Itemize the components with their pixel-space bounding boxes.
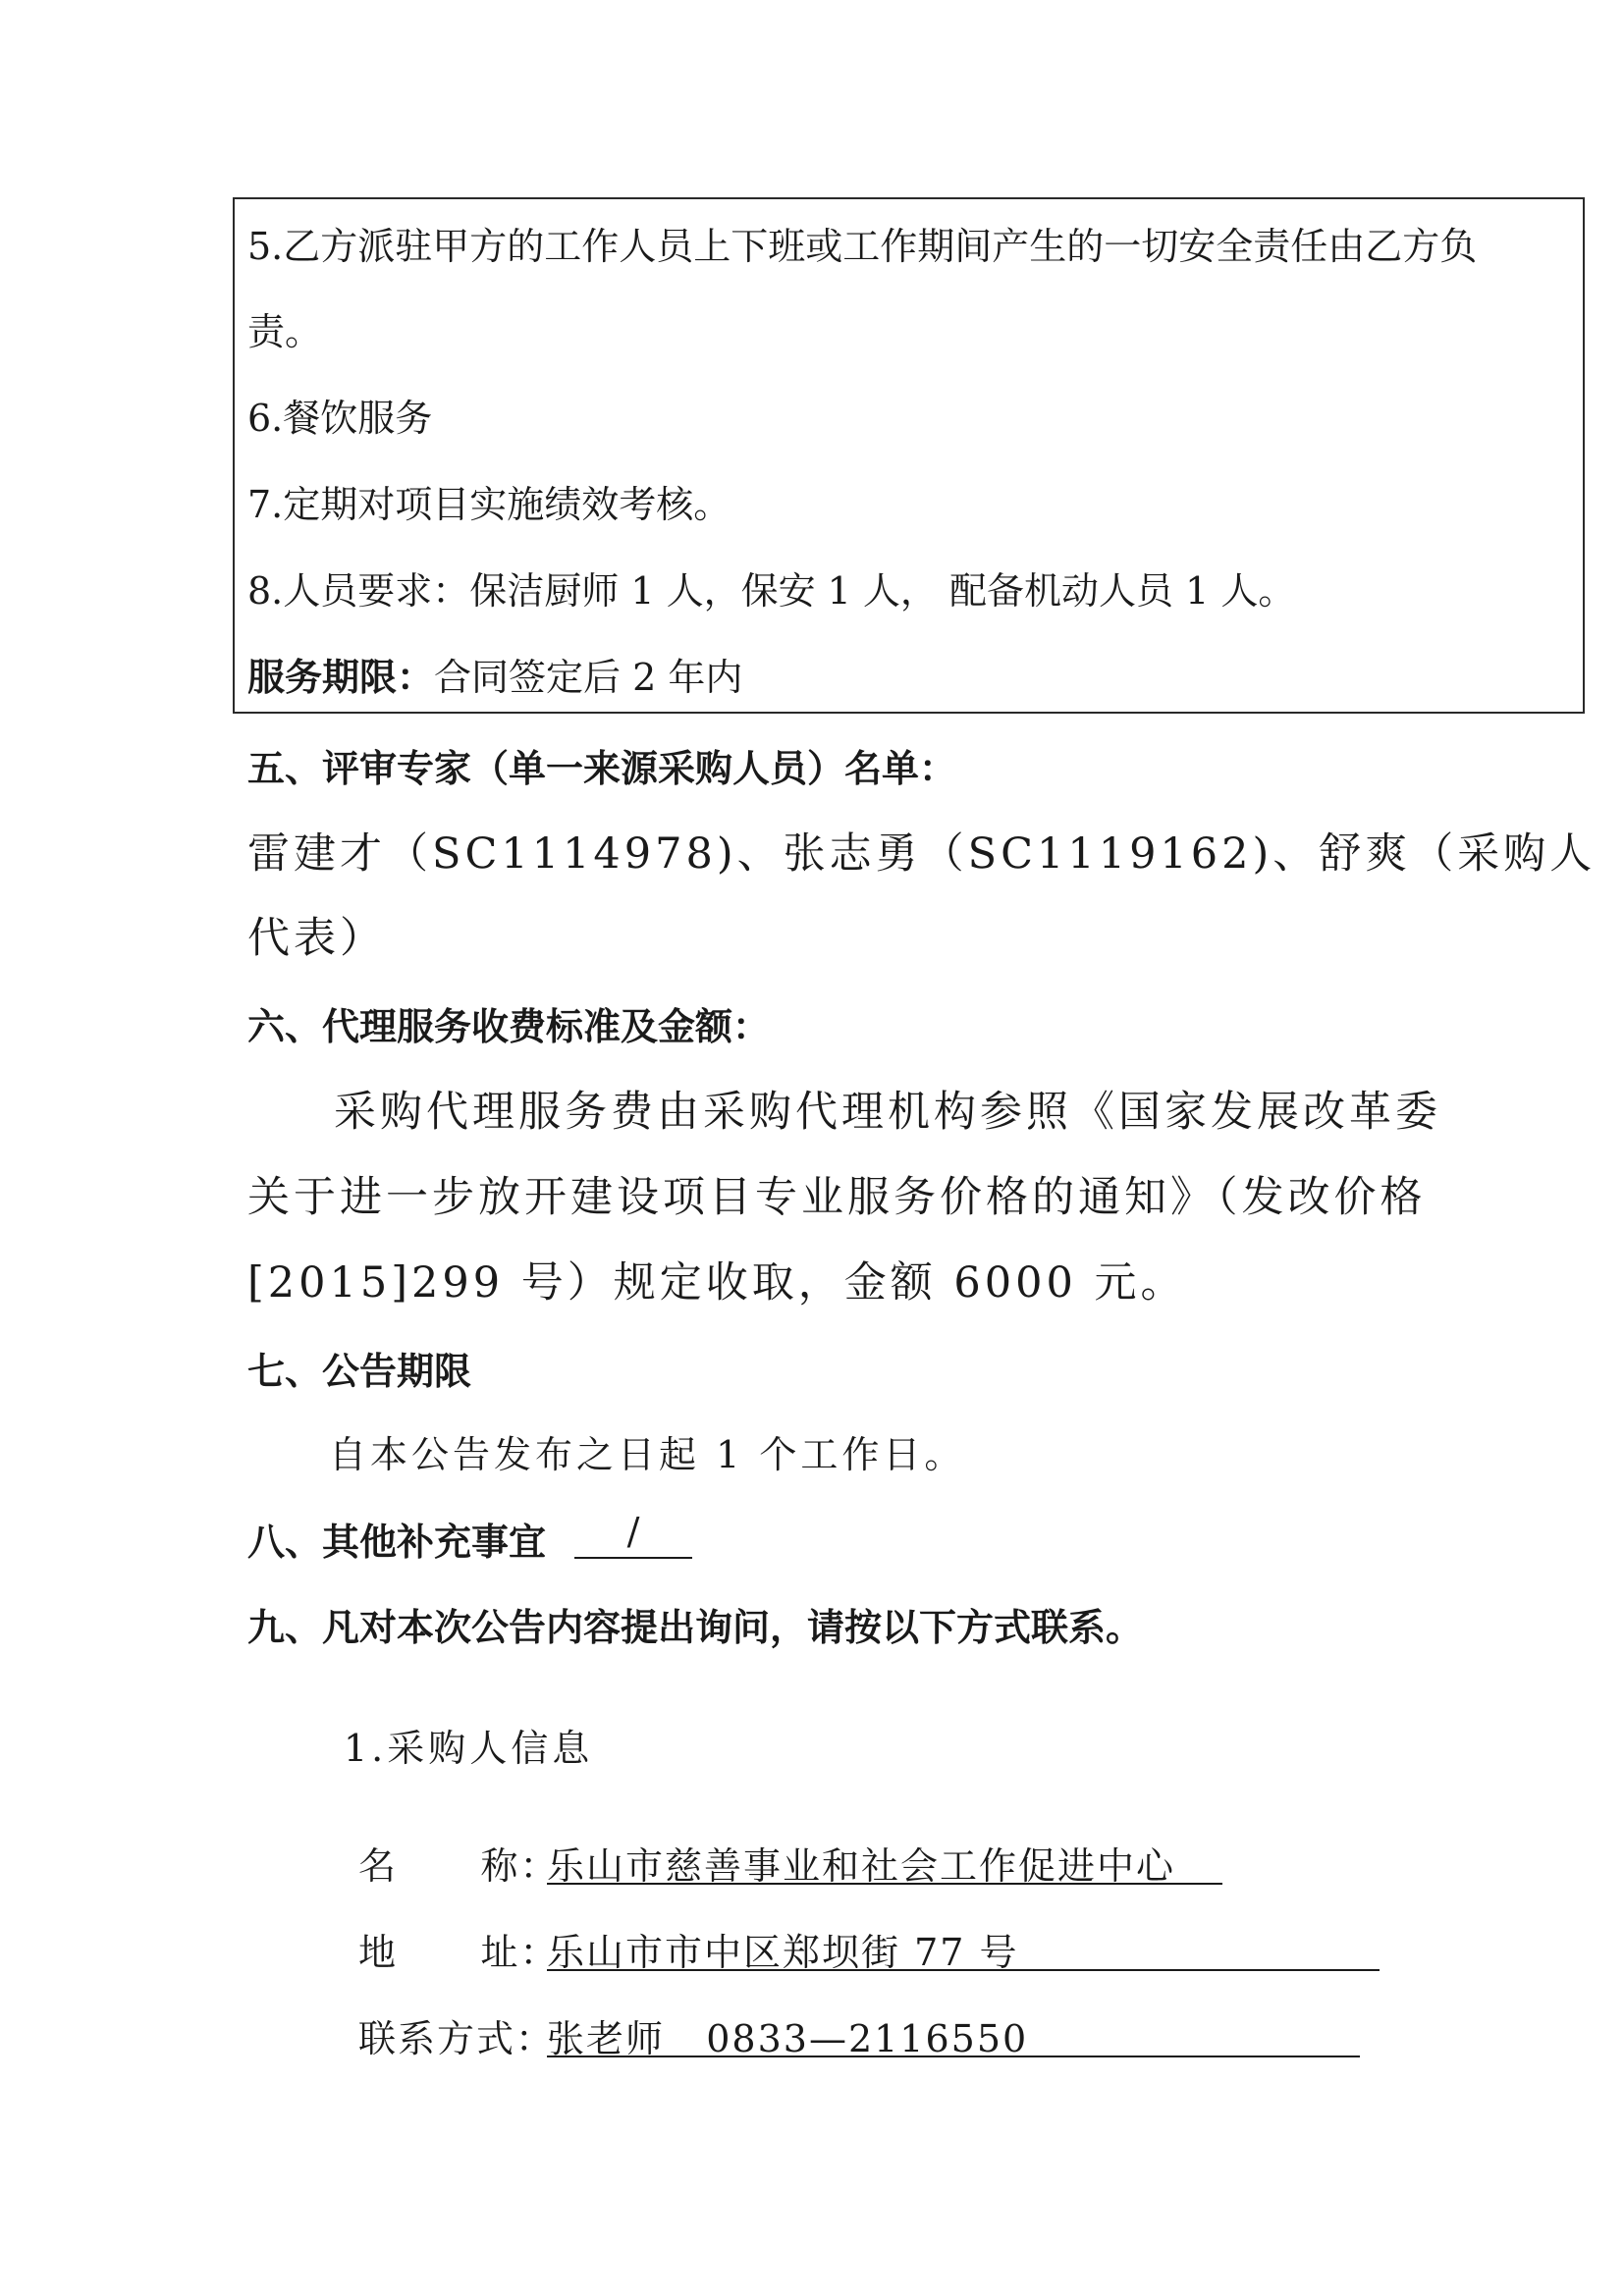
section-7-heading: 七、公告期限: [247, 1350, 472, 1393]
purchaser-address-underline: [547, 1969, 1380, 1971]
purchaser-name-label: 名 称：: [358, 1844, 560, 1888]
fee-paragraph-line-3: [2015]299 号）规定收取，金额 6000 元。: [247, 1258, 1187, 1308]
service-term-value: 合同签定后 2 年内: [434, 656, 743, 699]
expert-list-line-2: 代表）: [247, 914, 386, 963]
purchaser-contact-label: 联系方式：: [358, 2017, 556, 2060]
fee-paragraph-line-1: 采购代理服务费由采购代理机构参照《国家发展改革委: [334, 1088, 1441, 1137]
fee-paragraph-line-2: 关于进一步放开建设项目专业服务价格的通知》（发改价格: [247, 1173, 1427, 1222]
expert-list-line-1: 雷建才（SC1114978)、张志勇（SC1119162)、舒爽（采购人: [247, 829, 1597, 879]
section-8-heading: 八、其他补充事宜: [247, 1521, 547, 1564]
section-5-heading: 五、评审专家（单一来源采购人员）名单：: [247, 747, 957, 790]
service-term: [247, 647, 742, 701]
purchaser-address-value: 乐山市市中区郑坝街 77 号: [547, 1931, 1019, 1974]
purchaser-name-value: 乐山市慈善事业和社会工作促进中心: [547, 1844, 1176, 1888]
purchaser-address-label: 地 址：: [358, 1931, 560, 1974]
requirement-item-7: 7.定期对项目实施绩效考核。: [247, 483, 731, 526]
requirement-item-8: 8.人员要求：保洁厨师 1 人，保安 1 人， 配备机动人员 1 人。: [247, 569, 1296, 613]
section-6-heading: 六、代理服务收费标准及金额：: [247, 1005, 771, 1048]
purchaser-contact-value: 张老师 0833—2116550: [547, 2017, 1029, 2060]
requirement-item-5-continued: 责。: [247, 310, 323, 353]
purchaser-info-subheading: 1.采购人信息: [344, 1727, 594, 1770]
section-9-heading: 九、凡对本次公告内容提出询问，请按以下方式联系。: [247, 1606, 1144, 1649]
requirements-box: [233, 197, 1585, 714]
announcement-period: 自本公告发布之日起 1 个工作日。: [329, 1433, 966, 1476]
requirement-item-6: 6.餐饮服务: [247, 397, 433, 440]
service-term-label: 服务期限：: [247, 656, 435, 699]
purchaser-name-underline: [547, 1883, 1222, 1885]
requirement-item-5: 5.乙方派驻甲方的工作人员上下班或工作期间产生的一切安全责任由乙方负: [247, 225, 1478, 268]
purchaser-contact-underline: [547, 2056, 1360, 2057]
supplementary-matters-value: /: [574, 1510, 692, 1559]
